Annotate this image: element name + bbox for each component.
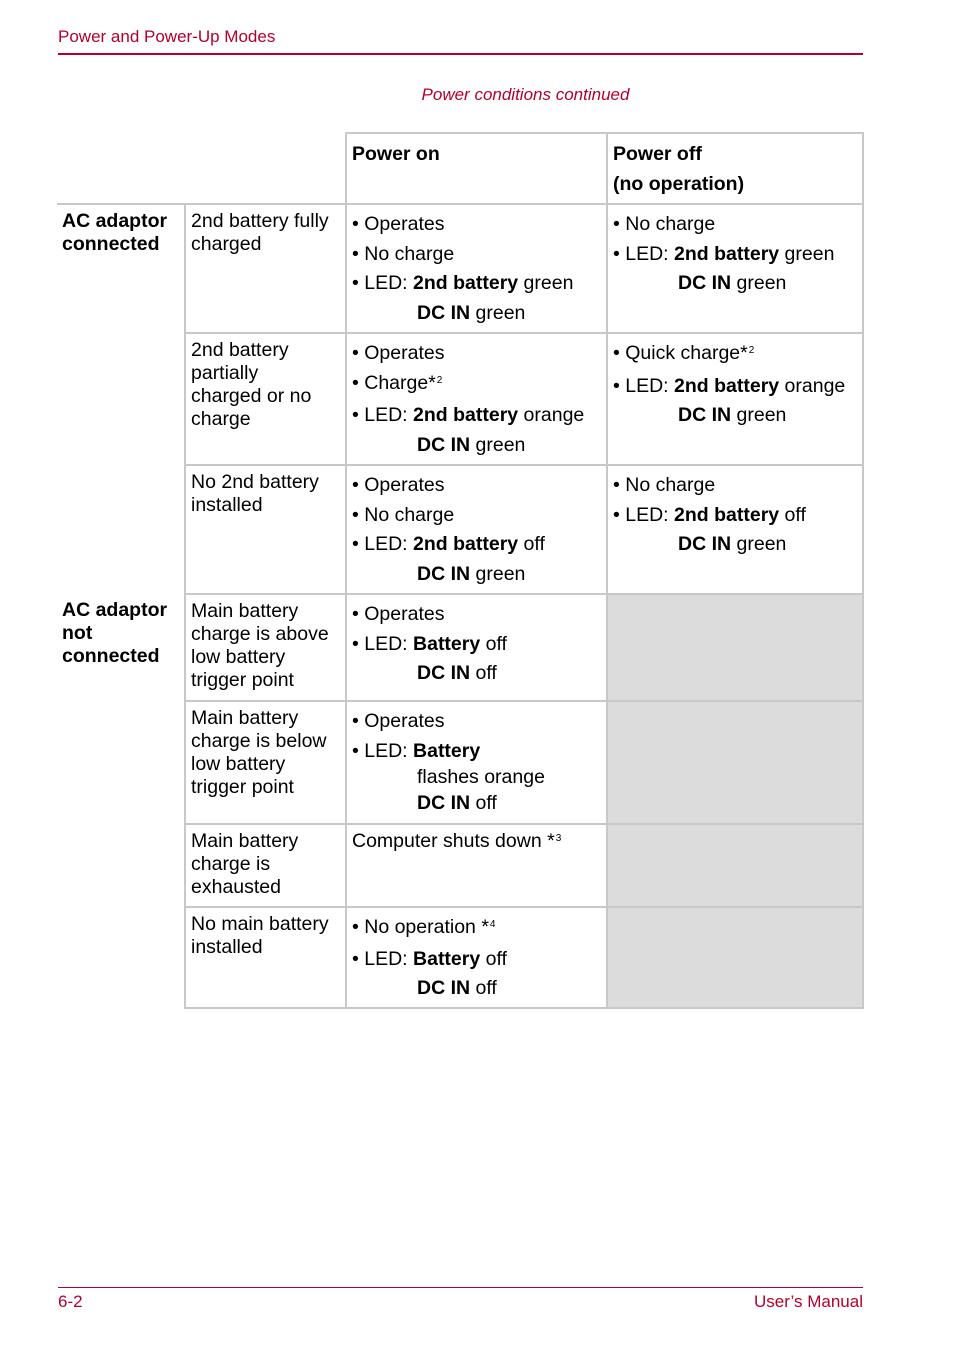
manual-title: User’s Manual xyxy=(754,1292,863,1311)
header-rule xyxy=(58,53,863,55)
group-label-ac-not-connected: AC adaptor not connected xyxy=(57,594,185,1008)
condition-cell: No 2nd battery installed xyxy=(185,465,346,594)
power-off-cell: • No charge • LED: 2nd battery green DC IN green xyxy=(607,204,863,333)
power-on-cell: • Operates • Charge*$^2$ • LED: 2nd battery orange DC IN green xyxy=(346,333,607,465)
power-off-cell-empty xyxy=(607,907,863,1008)
table-caption: Power conditions continued xyxy=(421,85,630,104)
power-off-cell-empty xyxy=(607,824,863,907)
power-off-cell: • No charge • LED: 2nd battery off DC IN green xyxy=(607,465,863,594)
power-on-cell: • Operates • LED: Battery off DC IN off xyxy=(346,594,607,701)
power-on-cell: • Operates • No charge • LED: 2nd battery green DC IN green xyxy=(346,204,607,333)
column-header-power-off: Power off (no operation) xyxy=(607,133,863,204)
table-row xyxy=(57,594,863,701)
table-header-row xyxy=(57,133,863,204)
power-on-cell: Computer shuts down *$^3$ xyxy=(346,824,607,907)
condition-cell: Main battery charge is above low battery trigger point xyxy=(185,594,346,701)
power-on-cell: • Operates • No charge • LED: 2nd battery off DC IN green xyxy=(346,465,607,594)
power-off-cell-empty xyxy=(607,701,863,824)
condition-cell: No main battery installed xyxy=(185,907,346,1008)
group-label-ac-connected: AC adaptor connected xyxy=(57,204,185,594)
power-off-cell: • Quick charge*$^2$ • LED: 2nd battery orange DC IN green xyxy=(607,333,863,465)
power-conditions-table xyxy=(57,132,864,1009)
column-header-power-on: Power on xyxy=(346,133,607,204)
condition-cell: 2nd battery fully charged xyxy=(185,204,346,333)
power-on-cell: • No operation *$^4$ • LED: Battery off DC IN off xyxy=(346,907,607,1008)
condition-cell: Main battery charge is exhausted xyxy=(185,824,346,907)
power-on-cell: • Operates • LED: Battery flashes orange DC IN off xyxy=(346,701,607,824)
condition-cell: Main battery charge is below low battery trigger point xyxy=(185,701,346,824)
power-off-cell-empty xyxy=(607,594,863,701)
condition-cell: 2nd battery partially charged or no charge xyxy=(185,333,346,465)
footer-rule xyxy=(58,1287,863,1288)
empty-header-cell xyxy=(57,133,346,204)
running-header: Power and Power-Up Modes xyxy=(58,27,276,46)
page-number: 6-2 xyxy=(58,1292,83,1311)
table-row xyxy=(57,204,863,333)
